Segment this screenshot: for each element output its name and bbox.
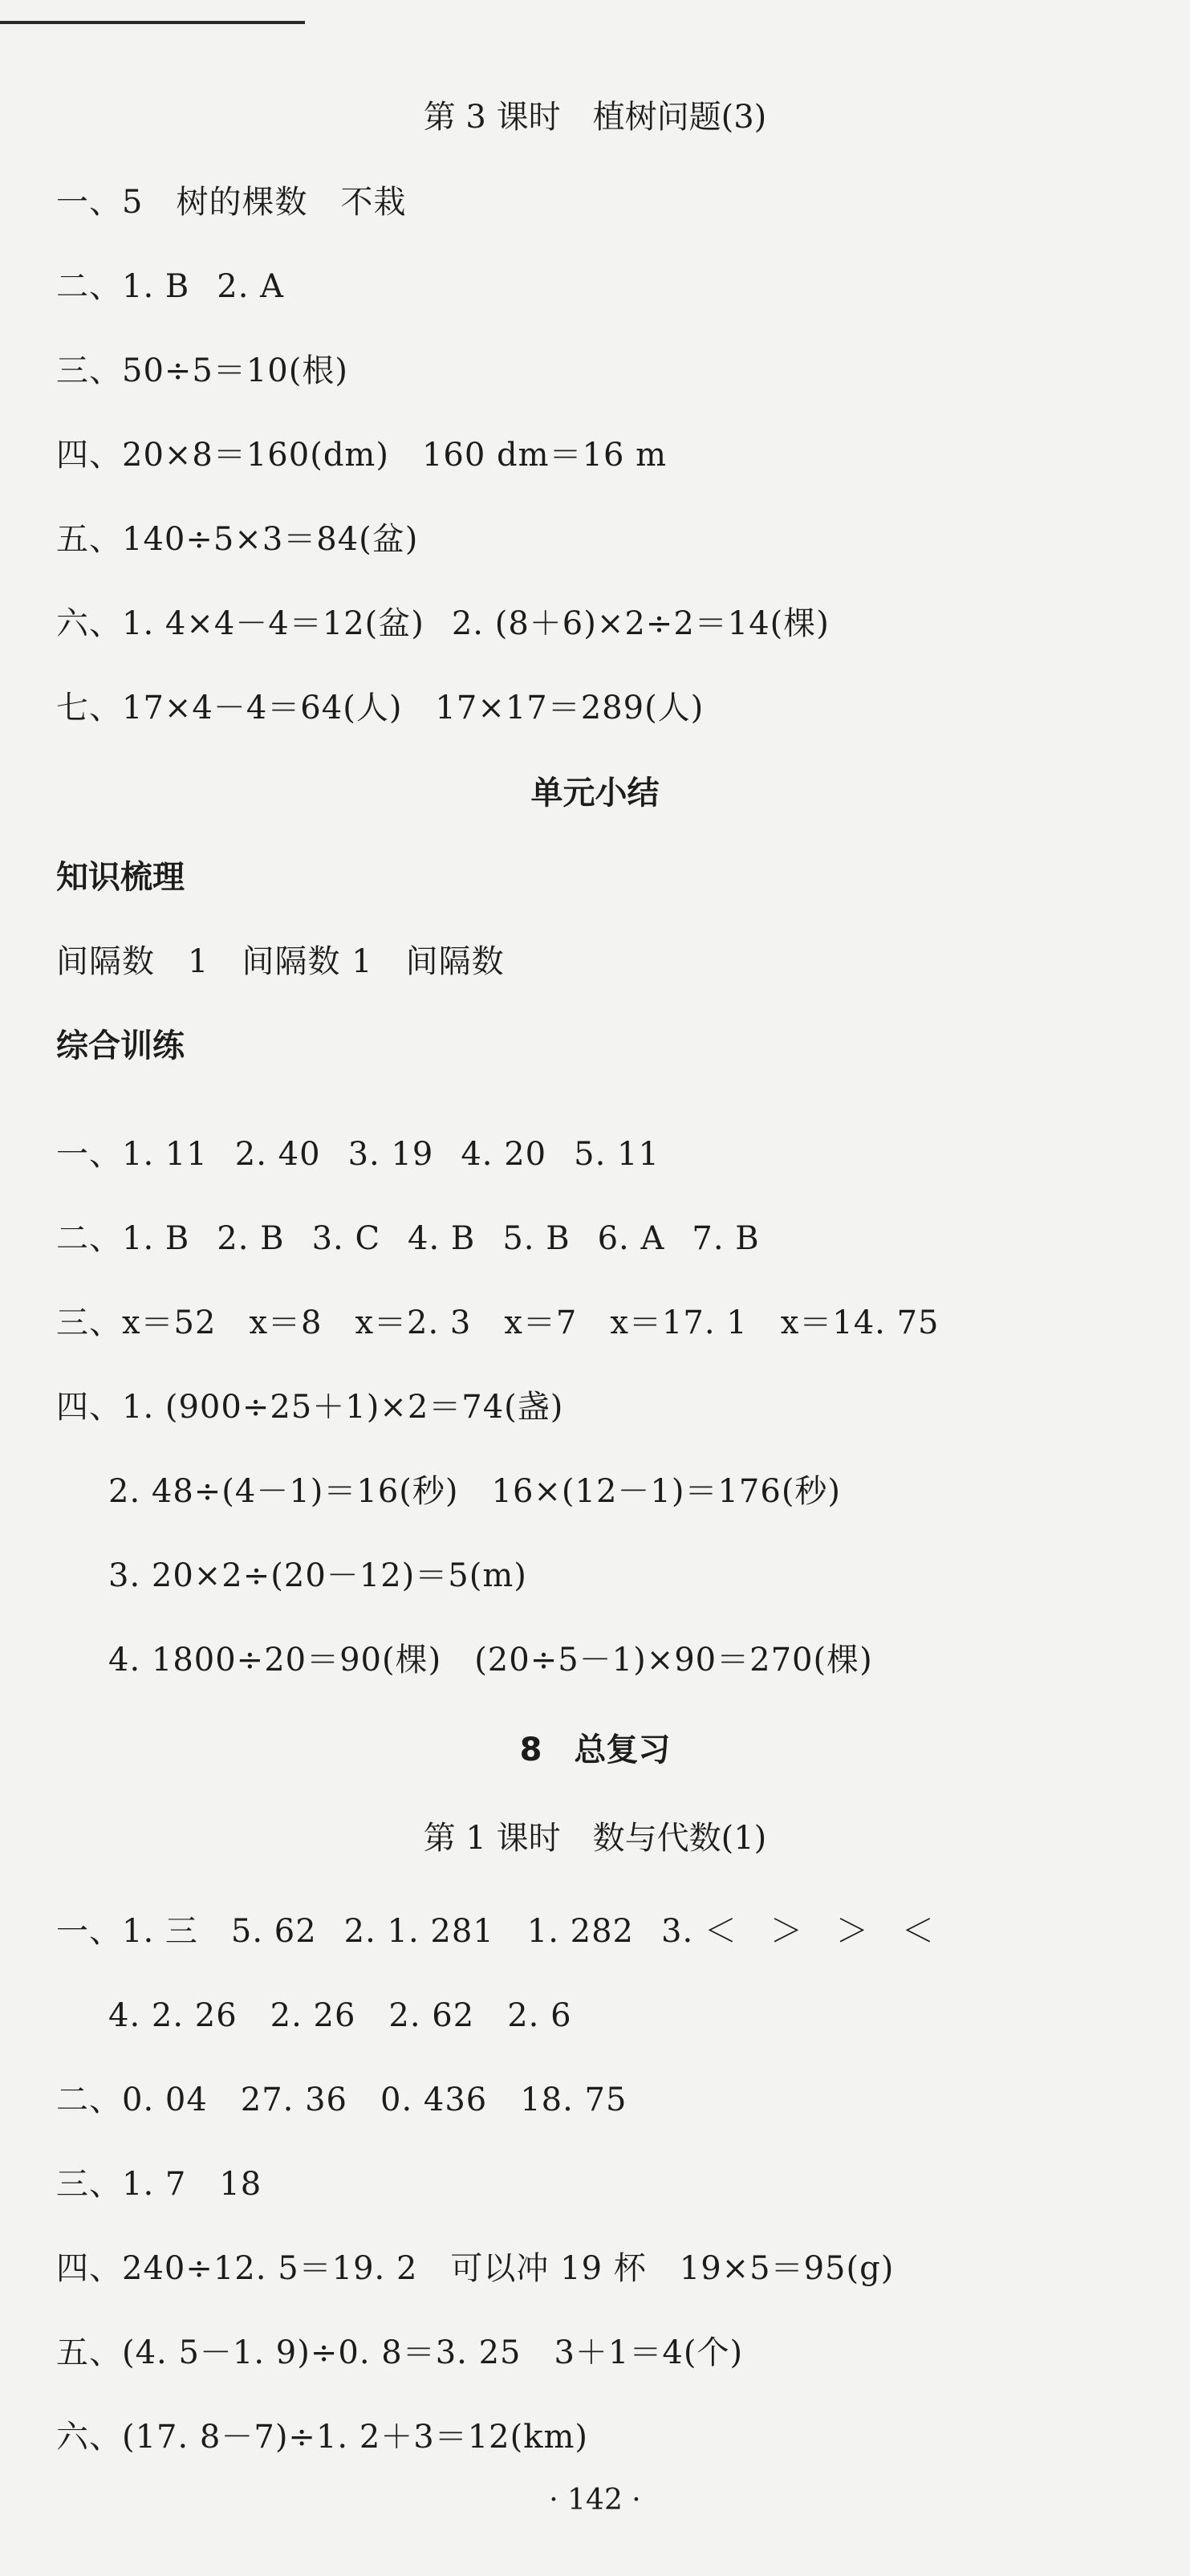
lesson3-q1: 一、5 树的棵数 不栽: [56, 184, 407, 221]
page-number: · 142 ·: [549, 2484, 641, 2517]
p2-item: 1. B: [122, 1220, 190, 1257]
q6-item: 2. (8＋6)×2÷2＝14(棵): [451, 605, 830, 642]
r1-part: 3. ＜ ＞ ＞ ＜: [661, 1913, 935, 1950]
review-r1: [56, 1907, 935, 1955]
q6-prefix: 六、: [56, 605, 122, 642]
review-r4: 四、240÷12. 5＝19. 2 可以冲 19 杯 19×5＝95(g): [56, 2250, 895, 2287]
r1-part: 2. 1. 281 1. 282: [343, 1913, 634, 1950]
p2-item: 3. C: [311, 1220, 381, 1257]
p1-item: 3. 19: [347, 1136, 434, 1173]
p1-prefix: 一、: [56, 1136, 122, 1173]
review-r1-line2: 4. 2. 26 2. 26 2. 62 2. 6: [108, 1997, 572, 2034]
p1-item: 5. 11: [574, 1136, 660, 1173]
q6-item: 1. 4×4－4＝12(盆): [122, 605, 424, 642]
lesson3-title: 第 3 课时 植树问题(3): [423, 99, 767, 136]
q2-prefix: 二、: [56, 268, 122, 305]
p2-item: 6. A: [597, 1220, 665, 1257]
q2-item: 1. B: [122, 268, 190, 305]
practice-heading: 综合训练: [56, 1028, 185, 1064]
top-rule: [0, 21, 305, 24]
review-r5: 五、(4. 5－1. 9)÷0. 8＝3. 25 3＋1＝4(个): [56, 2334, 744, 2371]
p2-item: 2. B: [217, 1220, 285, 1257]
r1-prefix: 一、: [56, 1913, 122, 1950]
p2-item: 7. B: [692, 1220, 760, 1257]
unit-summary-title: 单元小结: [530, 775, 660, 812]
practice-p3: 三、x＝52 x＝8 x＝2. 3 x＝7 x＝17. 1 x＝14. 75: [56, 1304, 940, 1341]
lesson3-q5: 五、140÷5×3＝84(盆): [56, 521, 419, 558]
review-r2: 二、0. 04 27. 36 0. 436 18. 75: [56, 2082, 627, 2118]
p4-item: 1. (900÷25＋1)×2＝74(盏): [122, 1389, 564, 1426]
review-r3: 三、1. 7 18: [56, 2166, 262, 2203]
review-r6: 六、(17. 8－7)÷1. 2＋3＝12(km): [56, 2419, 589, 2456]
review-lesson-title: 第 1 课时 数与代数(1): [423, 1820, 767, 1857]
p1-item: 1. 11: [122, 1136, 208, 1173]
knowledge-heading: 知识梳理: [56, 859, 185, 896]
p4-prefix: 四、: [56, 1389, 122, 1426]
practice-p2: [56, 1215, 760, 1263]
p1-item: 2. 40: [234, 1136, 321, 1173]
q2-item: 2. A: [217, 268, 285, 305]
p2-prefix: 二、: [56, 1220, 122, 1257]
practice-p4-line4: 4. 1800÷20＝90(棵) (20÷5－1)×90＝270(棵): [108, 1642, 873, 1679]
lesson3-q2: [56, 262, 284, 311]
knowledge-text: 间隔数 1 间隔数 1 间隔数: [56, 943, 505, 980]
p2-item: 5. B: [502, 1220, 571, 1257]
practice-p1: [56, 1130, 660, 1178]
p1-item: 4. 20: [461, 1136, 547, 1173]
lesson3-q6: [56, 600, 830, 648]
chapter-title: 8 总复习: [519, 1732, 671, 1768]
r1-part: 1. 三 5. 62: [122, 1913, 317, 1950]
practice-p4-line1: [56, 1383, 563, 1431]
lesson3-q7: 七、17×4－4＝64(人) 17×17＝289(人): [56, 690, 705, 726]
lesson3-q4: 四、20×8＝160(dm) 160 dm＝16 m: [56, 437, 668, 474]
p2-item: 4. B: [408, 1220, 476, 1257]
practice-p4-line2: 2. 48÷(4－1)＝16(秒) 16×(12－1)＝176(秒): [108, 1473, 842, 1510]
practice-p4-line3: 3. 20×2÷(20－12)＝5(m): [108, 1557, 527, 1594]
lesson3-q3: 三、50÷5＝10(根): [56, 352, 348, 389]
